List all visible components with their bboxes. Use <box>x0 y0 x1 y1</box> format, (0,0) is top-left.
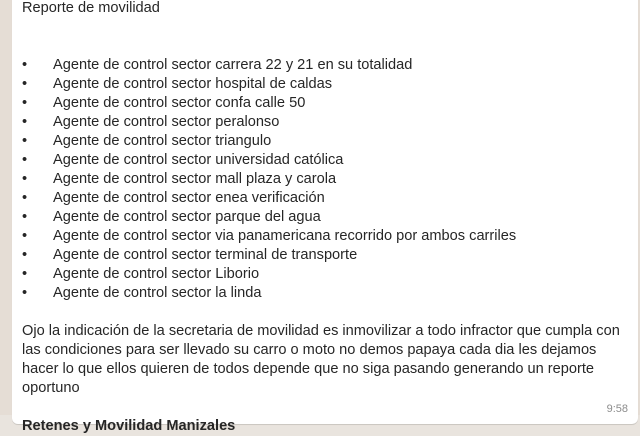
bullet: • <box>22 56 53 75</box>
list-item <box>22 227 632 246</box>
list-item-text: Agente de control sector triangulo <box>53 133 271 149</box>
list-item-text: Agente de control sector confa calle 50 <box>53 95 305 111</box>
list-item <box>22 284 632 303</box>
sector-list <box>22 56 632 303</box>
list-item-text: Agente de control sector via panamericana recorrido por ambos carriles <box>53 228 516 244</box>
message-signature: Retenes y Movilidad Manizales <box>22 417 632 436</box>
list-item <box>22 75 632 94</box>
bullet: • <box>22 151 53 170</box>
bullet: • <box>22 170 53 189</box>
list-item-text: Agente de control sector universidad católica <box>53 152 343 168</box>
bullet: • <box>22 208 53 227</box>
bullet: • <box>22 265 53 284</box>
list-item <box>22 189 632 208</box>
list-item <box>22 132 632 151</box>
list-item-text: Agente de control sector Liborio <box>53 266 259 282</box>
message-body <box>22 0 632 436</box>
list-item-text: Agente de control sector la linda <box>53 285 262 301</box>
message-title: Reporte de movilidad <box>22 0 632 18</box>
bullet: • <box>22 246 53 265</box>
list-item <box>22 151 632 170</box>
list-item <box>22 246 632 265</box>
list-item <box>22 56 632 75</box>
list-item-text: Agente de control sector carrera 22 y 21 en su totalidad <box>53 57 412 73</box>
list-item <box>22 170 632 189</box>
bullet: • <box>22 284 53 303</box>
list-item <box>22 208 632 227</box>
list-item-text: Agente de control sector enea verificación <box>53 190 325 206</box>
bullet: • <box>22 227 53 246</box>
bullet: • <box>22 132 53 151</box>
list-item <box>22 94 632 113</box>
bullet: • <box>22 75 53 94</box>
blank-line <box>22 303 632 322</box>
list-item-text: Agente de control sector peralonso <box>53 114 279 130</box>
list-item <box>22 113 632 132</box>
message-timestamp: 9:58 <box>607 403 628 415</box>
message-note: Ojo la indicación de la secretaria de movilidad es inmovilizar a todo infractor que cumpla con las condiciones para ser llevado su carro o moto no demos papaya cada dia les dejamos hacer lo que ellos quieren de todos depende que no siga pasando generando un reporte oportuno <box>22 322 632 398</box>
bullet: • <box>22 94 53 113</box>
list-item-text: Agente de control sector terminal de transporte <box>53 247 357 263</box>
list-item <box>22 265 632 284</box>
list-item-text: Agente de control sector mall plaza y carola <box>53 171 336 187</box>
list-item-text: Agente de control sector hospital de caldas <box>53 76 332 92</box>
bullet: • <box>22 113 53 132</box>
bullet: • <box>22 189 53 208</box>
blank-line <box>22 18 632 56</box>
list-item-text: Agente de control sector parque del agua <box>53 209 321 225</box>
